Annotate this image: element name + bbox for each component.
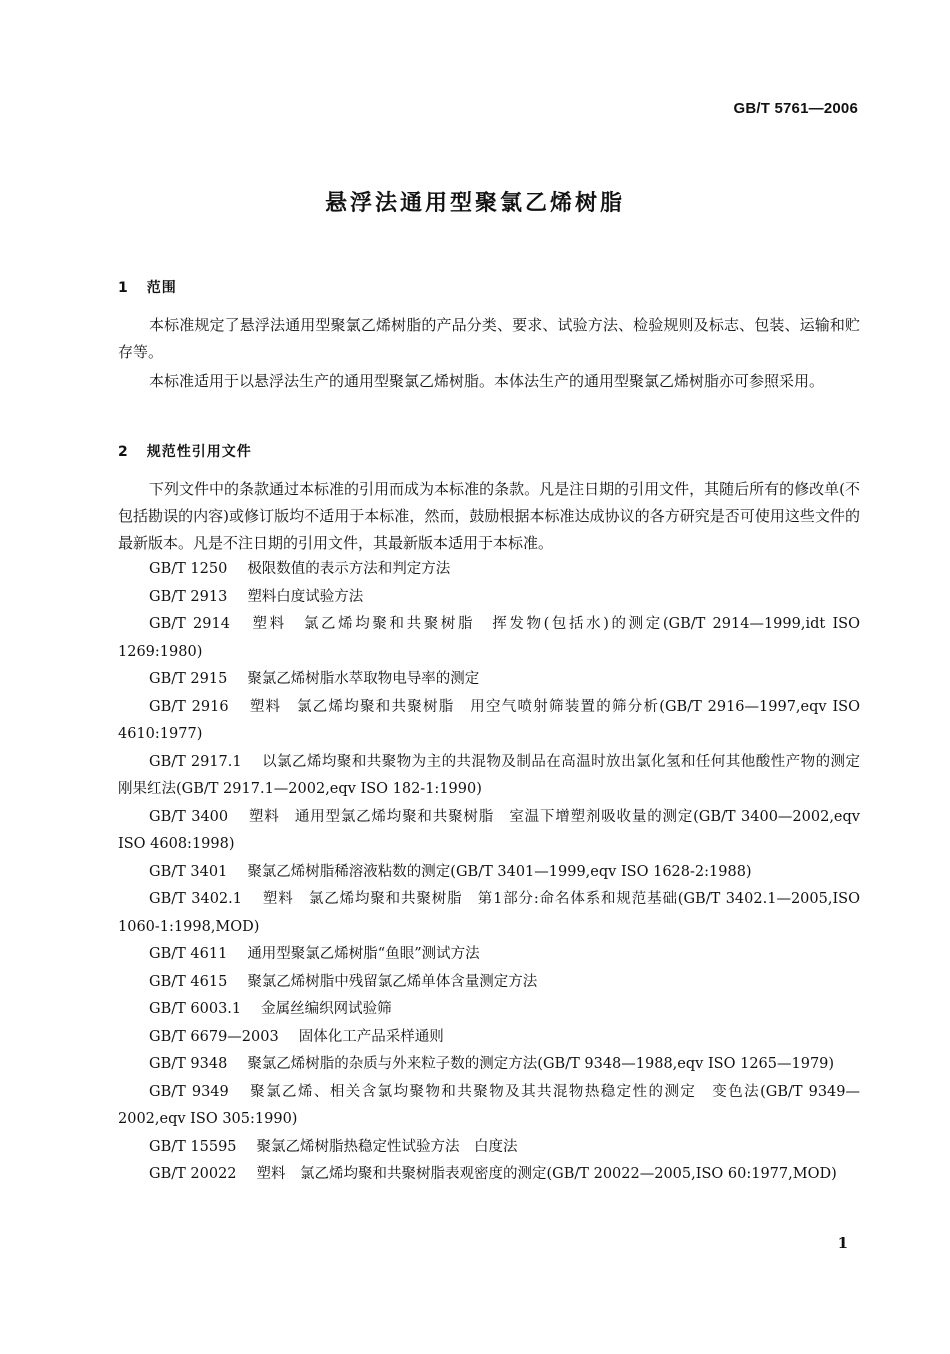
section-2-heading: [118, 441, 252, 461]
reference-item: [118, 886, 860, 941]
reference-item: [118, 584, 860, 612]
reference-code: GB/T 15595: [149, 1138, 237, 1155]
reference-code: GB/T 3402.1: [149, 891, 242, 907]
reference-code: GB/T 6003.1: [149, 1001, 242, 1017]
reference-code: GB/T 2913: [149, 588, 228, 605]
reference-item: [118, 1134, 860, 1162]
reference-text: 聚氯乙烯树脂水萃取物电导率的测定: [247, 671, 480, 687]
reference-item: [118, 666, 860, 694]
reference-code: GB/T 4615: [149, 973, 228, 990]
reference-text: 通用型聚氯乙烯树脂“鱼眼”测试方法: [247, 946, 480, 962]
reference-code: GB/T 2917.1: [149, 753, 242, 770]
reference-code: GB/T 4611: [149, 946, 228, 962]
reference-code: GB/T 9348: [149, 1056, 228, 1072]
reference-text: 聚氯乙烯、相关含氯均聚物和共聚物及其共混物热稳定性的测定 变色法(GB/T 9349—2002,eqv ISO 305:1990): [118, 1083, 860, 1127]
reference-item: [118, 804, 860, 859]
section-number: 1: [118, 280, 129, 296]
reference-text: 塑料 氯乙烯均聚和共聚树脂表观密度的测定(GB/T 20022—2005,ISO 60:1977,MOD): [256, 1166, 837, 1182]
reference-item: [118, 969, 860, 997]
reference-item: [118, 1079, 860, 1134]
section-number: 2: [118, 444, 129, 460]
reference-code: GB/T 6679—2003: [149, 1028, 279, 1045]
reference-text: 塑料 氯乙烯均聚和共聚树脂 用空气喷射筛装置的筛分析(GB/T 2916—1997,eqv ISO 4610:1977): [118, 698, 860, 742]
reference-code: GB/T 2915: [149, 671, 228, 687]
reference-text: 塑料 氯乙烯均聚和共聚树脂 第1部分:命名体系和规范基础(GB/T 3402.1—2005,ISO 1060-1:1998,MOD): [118, 891, 861, 935]
reference-code: GB/T 1250: [149, 561, 228, 577]
reference-list: [118, 556, 875, 1189]
reference-text: 塑料白度试验方法: [247, 588, 364, 605]
section-1-paragraph-2: 本标准适用于以悬浮法生产的通用型聚氯乙烯树脂。本体法生产的通用型聚氯乙烯树脂亦可参照采用。: [149, 372, 825, 390]
section-title: 范围: [146, 280, 177, 296]
reference-item: [118, 694, 860, 749]
reference-item: [118, 1024, 860, 1052]
reference-code: GB/T 2916: [149, 698, 229, 715]
page-number: 1: [837, 1234, 848, 1252]
section-2-paragraph-1: 下列文件中的条款通过本标准的引用而成为本标准的条款。凡是注日期的引用文件，其随后所有的修改单(不包括勘误的内容)或修订版均不适用于本标准，然而，鼓励根据本标准达成协议的各方研究是否可使用这些文件的最新版本。凡是不注日期的引用文件，其最新版本适用于本标准。: [118, 480, 860, 552]
reference-text: 聚氯乙烯树脂热稳定性试验方法 白度法: [256, 1138, 518, 1155]
section-1-heading: [118, 277, 177, 297]
reference-code: GB/T 2914: [149, 616, 230, 632]
reference-text: 以氯乙烯均聚和共聚物为主的共混物及制品在高温时放出氯化氢和任何其他酸性产物的测定 刚果红法(GB/T 2917.1—2002,eqv ISO 182-1:1990): [118, 753, 875, 797]
section-1-paragraph-1: 本标准规定了悬浮法通用型聚氯乙烯树脂的产品分类、要求、试验方法、检验规则及标志、包装、运输和贮存等。: [118, 316, 860, 361]
reference-text: 固体化工产品采样通则: [298, 1028, 444, 1045]
reference-item: [118, 1051, 860, 1079]
reference-text: 塑料 通用型氯乙烯均聚和共聚树脂 室温下增塑剂吸收量的测定(GB/T 3400—2002,eqv ISO 4608:1998): [118, 808, 860, 852]
reference-text: 聚氯乙烯树脂的杂质与外来粒子数的测定方法(GB/T 9348—1988,eqv ISO 1265—1979): [247, 1056, 835, 1072]
reference-text: 金属丝编织网试验筛: [261, 1001, 392, 1017]
reference-text: 聚氯乙烯树脂中残留氯乙烯单体含量测定方法: [247, 973, 538, 990]
standard-number: GB/T 5761—2006: [733, 100, 858, 117]
reference-item: [118, 556, 860, 584]
reference-code: GB/T 9349: [149, 1083, 229, 1100]
reference-code: GB/T 3400: [149, 808, 229, 825]
reference-item: [118, 611, 860, 666]
reference-item: [118, 859, 860, 887]
document-title: 悬浮法通用型聚氯乙烯树脂: [324, 191, 625, 216]
reference-text: 极限数值的表示方法和判定方法: [247, 561, 451, 577]
section-title: 规范性引用文件: [146, 444, 252, 460]
reference-text: 聚氯乙烯树脂稀溶液粘数的测定(GB/T 3401—1999,eqv ISO 1628-2:1988): [247, 863, 752, 880]
reference-text: 塑料 氯乙烯均聚和共聚树脂 挥发物(包括水)的测定(GB/T 2914—1999,idt ISO 1269:1980): [118, 616, 860, 660]
reference-code: GB/T 3401: [149, 863, 228, 880]
reference-code: GB/T 20022: [149, 1166, 237, 1182]
reference-item: [118, 996, 860, 1024]
reference-item: [118, 941, 860, 969]
reference-item: [118, 1161, 860, 1189]
reference-item: [118, 749, 875, 804]
